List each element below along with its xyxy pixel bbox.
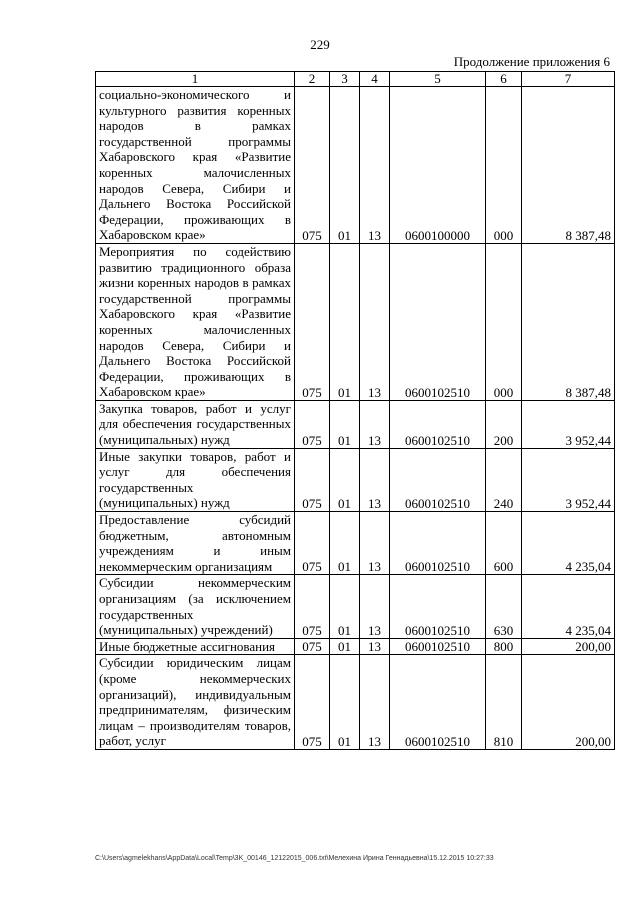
- row-subsection: 13: [360, 87, 390, 244]
- row-ministry-code: 075: [295, 575, 330, 638]
- row-amount: 200,00: [522, 655, 615, 750]
- table-row: [96, 243, 615, 400]
- row-expense-type: 800: [486, 638, 522, 655]
- table-row: [96, 655, 615, 750]
- header-row: [96, 72, 615, 87]
- footer-file-path: C:\Users\agmelekhans\AppData\Local\Temp\3K_00146_12122015_006.txt\Мелехина Ирина Геннадьевна\15.12.2015 10:27:33: [95, 855, 494, 862]
- row-amount: 3 952,44: [522, 400, 615, 448]
- row-target-article: 0600102510: [390, 638, 486, 655]
- row-section: 01: [330, 448, 360, 511]
- row-expense-type: 000: [486, 243, 522, 400]
- row-description: Иные бюджетные ассигнования: [96, 638, 295, 655]
- row-description: Иные закупки товаров, работ и услуг для обеспечения государственных (муниципальных) нужд: [96, 448, 295, 511]
- row-section: 01: [330, 87, 360, 244]
- row-expense-type: 630: [486, 575, 522, 638]
- row-description: Закупка товаров, работ и услуг для обеспечения государственных (муниципальных) нужд: [96, 400, 295, 448]
- row-description: Предоставление субсидий бюджетным, автономным учреждениям и иным некоммерческим организациям: [96, 512, 295, 575]
- column-header: 7: [522, 72, 615, 87]
- row-amount: 4 235,04: [522, 575, 615, 638]
- row-section: 01: [330, 400, 360, 448]
- row-target-article: 0600102510: [390, 448, 486, 511]
- row-expense-type: 200: [486, 400, 522, 448]
- row-amount: 8 387,48: [522, 243, 615, 400]
- row-ministry-code: 075: [295, 400, 330, 448]
- row-ministry-code: 075: [295, 87, 330, 244]
- row-section: 01: [330, 575, 360, 638]
- row-amount: 3 952,44: [522, 448, 615, 511]
- row-target-article: 0600100000: [390, 87, 486, 244]
- appendix-continuation-label: Продолжение приложения 6: [453, 54, 610, 69]
- row-ministry-code: 075: [295, 512, 330, 575]
- row-subsection: 13: [360, 575, 390, 638]
- row-section: 01: [330, 512, 360, 575]
- row-subsection: 13: [360, 400, 390, 448]
- row-section: 01: [330, 638, 360, 655]
- row-target-article: 0600102510: [390, 655, 486, 750]
- row-section: 01: [330, 243, 360, 400]
- row-subsection: 13: [360, 243, 390, 400]
- column-header: 3: [330, 72, 360, 87]
- row-ministry-code: 075: [295, 243, 330, 400]
- row-target-article: 0600102510: [390, 575, 486, 638]
- row-description: Субсидии некоммерческим организациям (за исключением государственных (муниципальных) учреждений): [96, 575, 295, 638]
- row-ministry-code: 075: [295, 638, 330, 655]
- row-ministry-code: 075: [295, 655, 330, 750]
- row-target-article: 0600102510: [390, 243, 486, 400]
- row-subsection: 13: [360, 512, 390, 575]
- column-header: 4: [360, 72, 390, 87]
- table-row: [96, 448, 615, 511]
- row-target-article: 0600102510: [390, 512, 486, 575]
- column-header: 2: [295, 72, 330, 87]
- table-row: [96, 512, 615, 575]
- row-ministry-code: 075: [295, 448, 330, 511]
- row-description: Мероприятия по содействию развитию традиционного образа жизни коренных народов в рамках государственной программы Хабаровского края «Развитие коренных малочисленных народов Севера, Сибири и Дальнего Востока Российской Федерации, проживающих в Хабаровском крае»: [96, 243, 295, 400]
- column-header: 1: [96, 72, 295, 87]
- row-expense-type: 600: [486, 512, 522, 575]
- row-subsection: 13: [360, 638, 390, 655]
- table-row: [96, 400, 615, 448]
- page-number: 229: [310, 37, 330, 52]
- row-expense-type: 240: [486, 448, 522, 511]
- row-target-article: 0600102510: [390, 400, 486, 448]
- row-expense-type: 810: [486, 655, 522, 750]
- row-amount: 200,00: [522, 638, 615, 655]
- row-description: социально-экономического и культурного развития коренных народов в рамках государственной программы Хабаровского края «Развитие коренных малочисленных народов Севера, Сибири и Дальнего Востока Российской Федерации, проживающих в Хабаровском крае»: [96, 87, 295, 244]
- row-description: Субсидии юридическим лицам (кроме некоммерческих организаций), индивидуальным предпринимателям, физическим лицам – производителям товаров, работ, услуг: [96, 655, 295, 750]
- row-amount: 8 387,48: [522, 87, 615, 244]
- budget-table: [95, 71, 615, 750]
- table-row: [96, 87, 615, 244]
- column-header: 5: [390, 72, 486, 87]
- table-row: [96, 575, 615, 638]
- row-amount: 4 235,04: [522, 512, 615, 575]
- row-subsection: 13: [360, 655, 390, 750]
- row-section: 01: [330, 655, 360, 750]
- row-expense-type: 000: [486, 87, 522, 244]
- row-subsection: 13: [360, 448, 390, 511]
- column-header: 6: [486, 72, 522, 87]
- table-row: [96, 638, 615, 655]
